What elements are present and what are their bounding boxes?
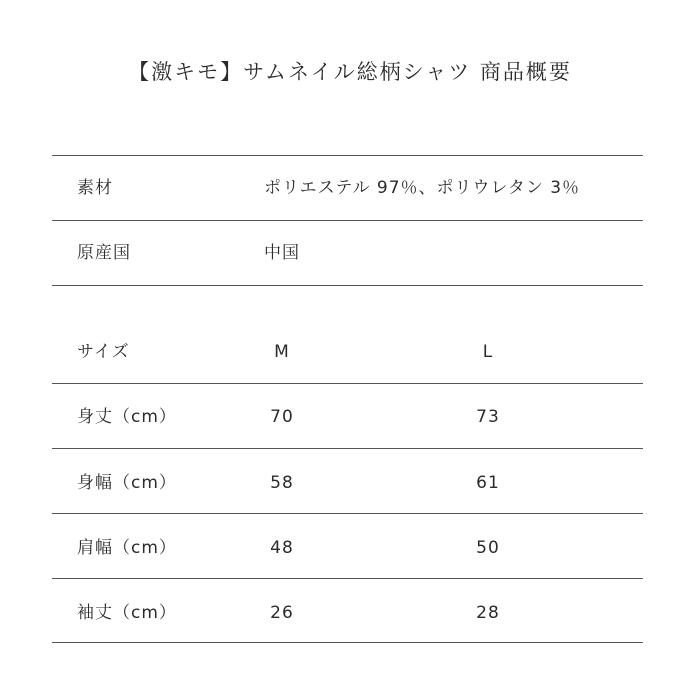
divider-after-origin: [52, 285, 643, 286]
row-length-l-text: 73: [476, 407, 500, 427]
size-header-m-text: M: [274, 342, 290, 362]
material-label: 素材: [77, 178, 113, 198]
page-title: 【激キモ】サムネイル総柄シャツ 商品概要: [128, 60, 572, 84]
row-sleeve-l-text: 28: [476, 603, 500, 623]
row-width-label: 身幅（cm）: [77, 473, 177, 493]
divider-after-row-2: [52, 513, 643, 514]
row-shoulder-l-text: 50: [476, 538, 500, 558]
divider-after-row-1: [52, 448, 643, 449]
row-width-m-text: 58: [270, 473, 294, 493]
row-shoulder-m-text: 48: [270, 538, 294, 558]
row-sleeve-m-text: 26: [270, 603, 294, 623]
divider-after-row-3: [52, 578, 643, 579]
divider-after-size-header: [52, 383, 643, 384]
divider-top: [52, 155, 643, 156]
origin-label: 原産国: [77, 243, 131, 263]
row-length-label: 身丈（cm）: [77, 407, 177, 427]
row-shoulder-label: 肩幅（cm）: [77, 538, 177, 558]
row-sleeve-label: 袖丈（cm）: [77, 603, 177, 623]
origin-value: 中国: [264, 243, 300, 263]
size-header-l-text: L: [482, 342, 494, 362]
divider-bottom: [52, 642, 643, 643]
material-value: ポリエステル 97％、ポリウレタン 3％: [264, 178, 581, 198]
row-length-m-text: 70: [270, 407, 294, 427]
divider-after-material: [52, 220, 643, 221]
size-header-label: サイズ: [77, 342, 130, 362]
row-width-l-text: 61: [476, 473, 500, 493]
